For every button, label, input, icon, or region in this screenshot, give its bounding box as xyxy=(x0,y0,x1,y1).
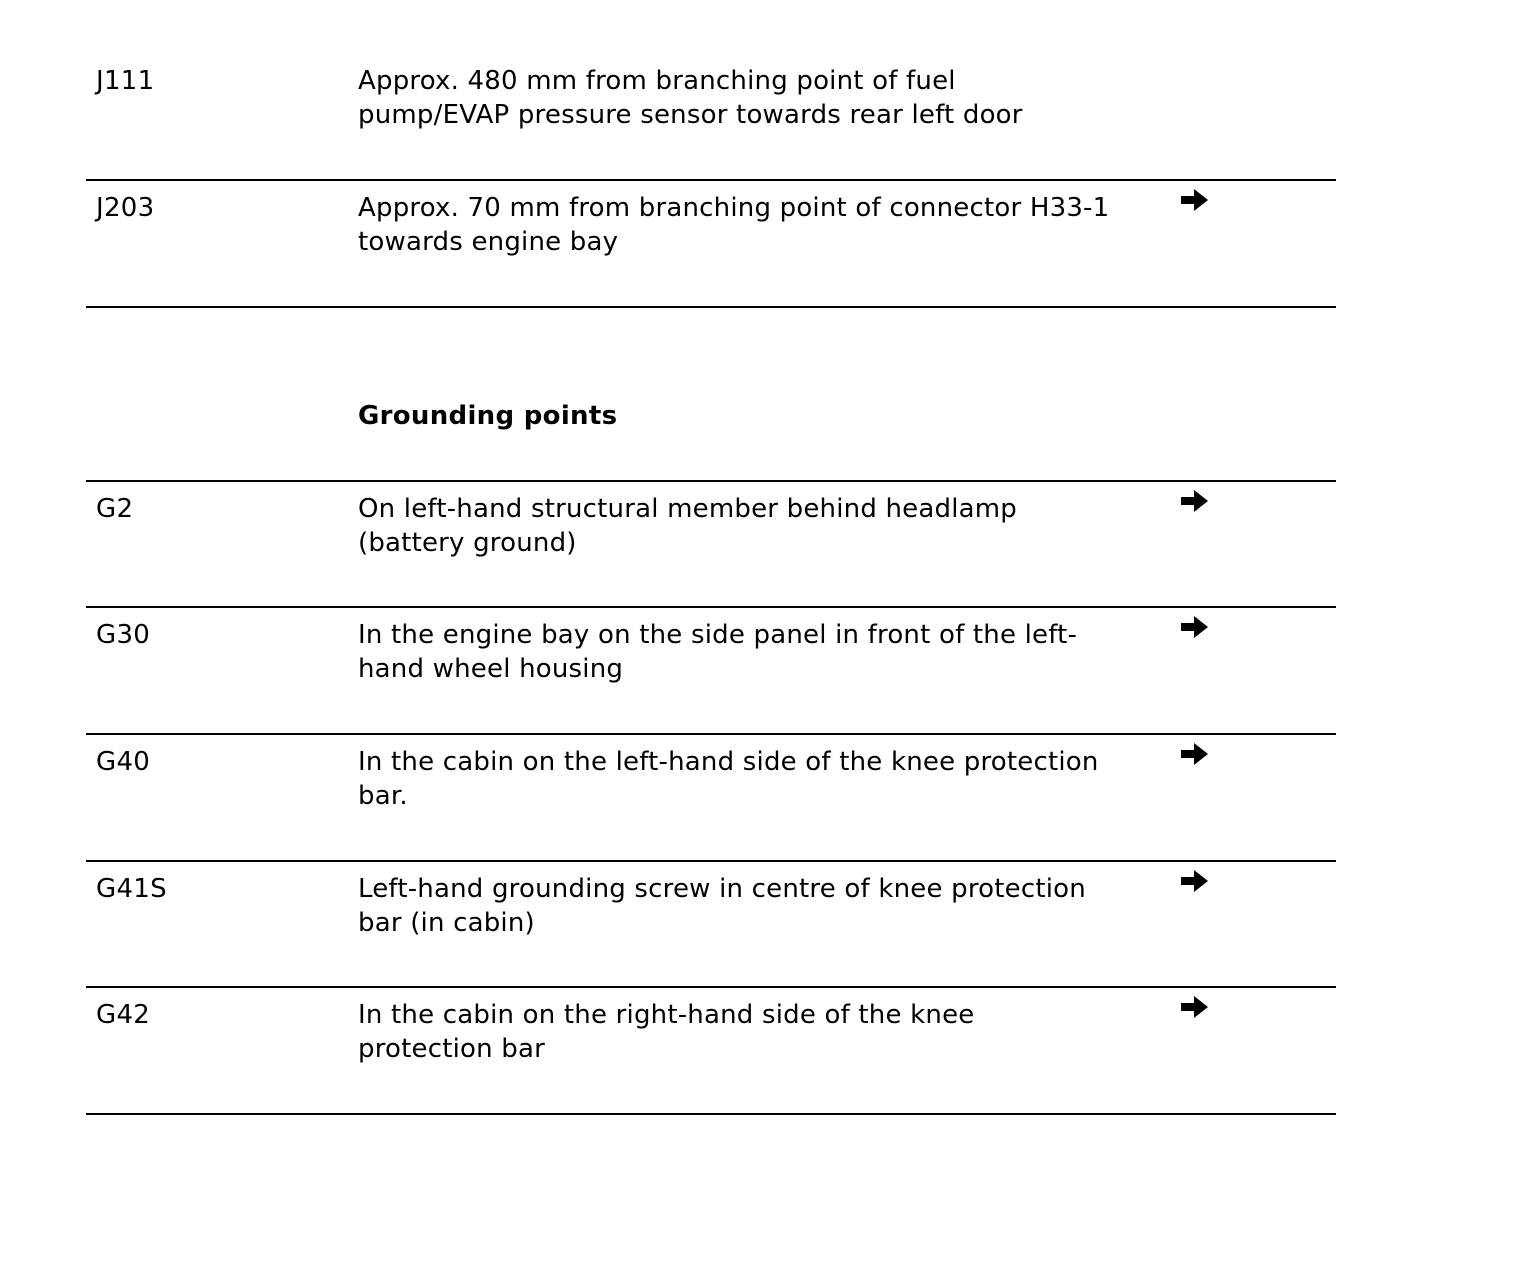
right-arrow-icon[interactable] xyxy=(1180,868,1210,894)
description-line: towards engine bay xyxy=(358,227,619,257)
description-line: bar. xyxy=(358,781,408,811)
connector-description xyxy=(358,191,1168,259)
row-divider xyxy=(86,306,1336,308)
ground-code: G40 xyxy=(96,747,151,777)
row-divider xyxy=(86,480,1336,482)
connector-code: J203 xyxy=(96,193,155,223)
description-line: pump/EVAP pressure sensor towards rear left door xyxy=(358,100,1023,130)
ground-description xyxy=(358,872,1168,940)
ground-code: G42 xyxy=(96,1000,151,1030)
description-line: Approx. 480 mm from branching point of fuel xyxy=(358,66,956,96)
description-line: protection bar xyxy=(358,1034,546,1064)
description-line: In the engine bay on the side panel in front of the left- xyxy=(358,620,1078,650)
row-divider xyxy=(86,860,1336,862)
row-divider xyxy=(86,606,1336,608)
ground-description xyxy=(358,618,1168,686)
row-divider xyxy=(86,733,1336,735)
description-line: In the cabin on the right-hand side of the knee xyxy=(358,1000,975,1030)
description-line: Left-hand grounding screw in centre of knee protection xyxy=(358,874,1086,904)
row-divider xyxy=(86,1113,1336,1115)
row-divider xyxy=(86,179,1336,181)
ground-code: G30 xyxy=(96,620,151,650)
right-arrow-icon[interactable] xyxy=(1180,994,1210,1020)
description-line: In the cabin on the left-hand side of the knee protection xyxy=(358,747,1099,777)
right-arrow-icon[interactable] xyxy=(1180,614,1210,640)
ground-description xyxy=(358,492,1168,560)
ground-description xyxy=(358,745,1168,813)
description-line: (battery ground) xyxy=(358,528,577,558)
connector-code: J111 xyxy=(96,66,155,96)
ground-code: G41S xyxy=(96,874,167,904)
right-arrow-icon[interactable] xyxy=(1180,187,1210,213)
description-line: hand wheel housing xyxy=(358,654,624,684)
row-divider xyxy=(86,986,1336,988)
description-line: Approx. 70 mm from branching point of connector H33-1 xyxy=(358,193,1110,223)
section-heading: Grounding points xyxy=(358,401,618,431)
description-line: On left-hand structural member behind headlamp xyxy=(358,494,1017,524)
connector-description xyxy=(358,64,1168,132)
right-arrow-icon[interactable] xyxy=(1180,741,1210,767)
right-arrow-icon[interactable] xyxy=(1180,488,1210,514)
ground-description xyxy=(358,998,1168,1066)
description-line: bar (in cabin) xyxy=(358,908,535,938)
ground-code: G2 xyxy=(96,494,134,524)
